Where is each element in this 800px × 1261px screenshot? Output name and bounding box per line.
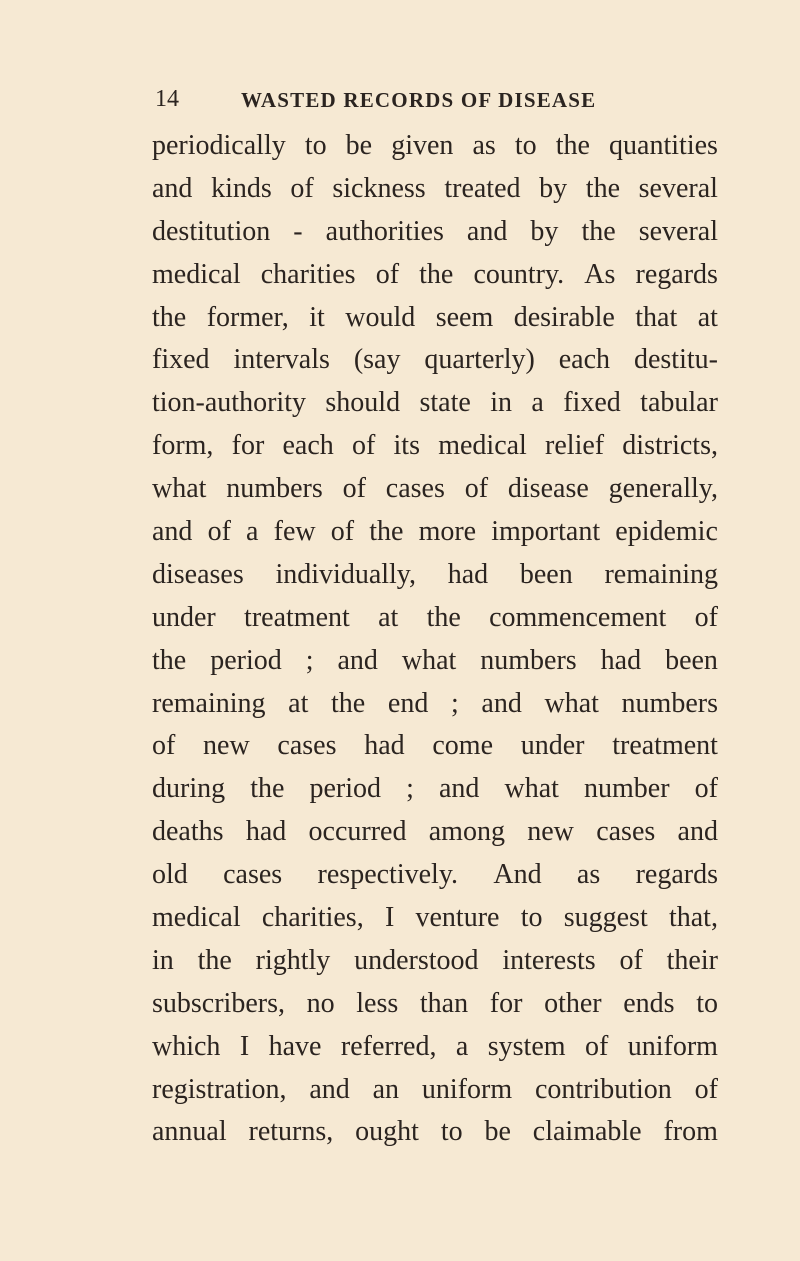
page-number: 14 — [155, 86, 179, 112]
text-line: annual returns, ought to be claimable from — [152, 1116, 718, 1148]
text-line: old cases respectively. And as regards — [152, 859, 718, 891]
text-line: during the period ; and what number of — [152, 773, 718, 805]
text-line: diseases individually, had been remaining — [152, 558, 718, 590]
running-title: WASTED RECORDS OF DISEASE — [241, 88, 597, 112]
text-line: which I have referred, a system of uniform — [152, 1030, 718, 1062]
text-line: the former, it would seem desirable that at — [152, 301, 718, 333]
text-line: tion-authority should state in a fixed tabular — [152, 387, 718, 419]
text-line: remaining at the end ; and what numbers — [152, 687, 718, 719]
running-header — [155, 86, 720, 116]
text-line: of new cases had come under treatment — [152, 730, 718, 762]
text-line: under treatment at the commencement of — [152, 601, 718, 633]
text-line: form, for each of its medical relief districts, — [152, 430, 718, 462]
text-line: destitution - authorities and by the several — [152, 215, 718, 247]
text-line: what numbers of cases of disease generally, — [152, 473, 718, 505]
text-line: periodically to be given as to the quantities — [152, 130, 718, 161]
text-line: and of a few of the more important epidemic — [152, 516, 718, 548]
text-line: in the rightly understood interests of their — [152, 944, 718, 976]
text-line: deaths had occurred among new cases and — [152, 816, 718, 848]
text-line: and kinds of sickness treated by the several — [152, 172, 718, 204]
text-line: the period ; and what numbers had been — [152, 644, 718, 676]
text-line: medical charities, I venture to suggest that, — [152, 902, 718, 934]
text-line: medical charities of the country. As regards — [152, 258, 718, 290]
text-line: registration, and an uniform contribution of — [152, 1073, 718, 1105]
text-line: subscribers, no less than for other ends to — [152, 987, 718, 1019]
body-text — [152, 125, 718, 1154]
text-line: fixed intervals (say quarterly) each destitu- — [152, 344, 718, 376]
